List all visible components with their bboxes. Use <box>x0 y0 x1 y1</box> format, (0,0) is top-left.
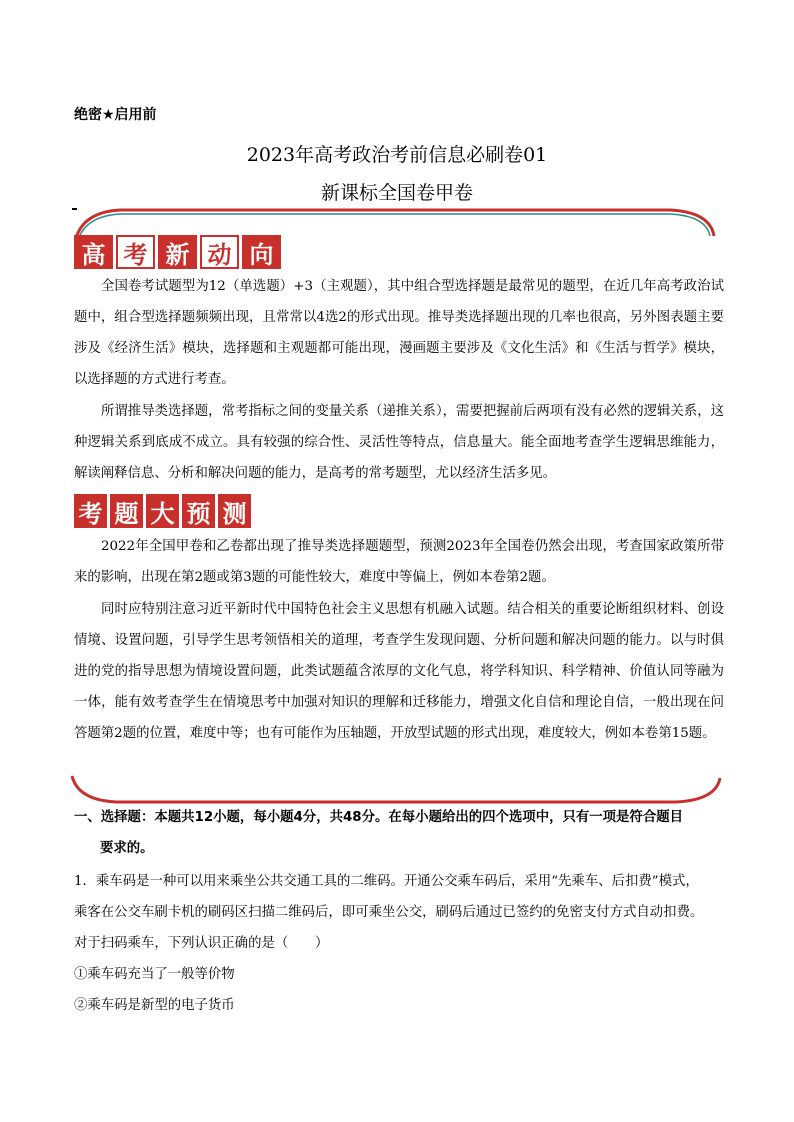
confidential-label: 绝密★启用前 <box>74 107 157 123</box>
badge-char: 新 <box>158 235 197 269</box>
trend-paragraph: 全国卷考试题型为12（单选题）+3（主观题），其中组合型选择题是最常见的题型，在近几年高考政治试题中，组合型选择题频频出现，且常常以4选2的形式出现。推导类选择题出现的几率也很高，另外图表题主要涉及《经济生活》模块，选择题和主观题都可能出现，漫画题主要涉及《文化生活》和《生活与哲学》模块，以选择题的方式进行考查。 <box>74 279 724 387</box>
badge-char: 高 <box>74 235 113 269</box>
paper-title: 2023年高考政治考前信息必刷卷01 <box>246 144 548 166</box>
question-stem: 对于扫码乘车，下列认识正确的是（ ） <box>74 936 329 951</box>
answer-option: ①乘车码充当了一般等价物 <box>74 967 235 982</box>
trend-paragraph: 所谓推导类选择题，常考指标之间的变量关系（递推关系），需要把握前后两项有没有必然的逻辑关系，这种逻辑关系到底成不成立。具有较强的综合性、灵活性等特点，信息量大。能全面地考查学生逻辑思维能力，解读阐释信息、分析和解决问题的能力，是高考的常考题型，尤以经济生活多见。 <box>74 404 724 481</box>
gaokao-new-trend-badge <box>74 235 281 269</box>
question-stem: 1．乘车码是一种可以用来乘坐公共交通工具的二维码。开通公交乘车码后，采用“先乘车、后扣费”模式， <box>74 874 699 889</box>
prediction-paragraph: 2022年全国甲卷和乙卷都出现了推导类选择题题型，预测2023年全国卷仍然会出现，考查国家政策所带来的影响，出现在第2题或第3题的可能性较大，难度中等偏上，例如本卷第2题。 <box>74 539 724 585</box>
badge-char: 题 <box>110 494 143 528</box>
paper-subtitle: 新课标全国卷甲卷 <box>320 182 473 204</box>
badge-char: 考 <box>74 494 107 528</box>
question-stem: 乘客在公交车刷卡机的刷码区扫描二维码后，即可乘坐公交，刷码后通过已签约的免密支付方式自动扣费。 <box>74 905 704 920</box>
prediction-paragraph: 同时应特别注意习近平新时代中国特色社会主义思想有机融入试题。结合相关的重要论断组织材料、创设情境、设置问题，引导学生思考领悟相关的道理，考查学生发现问题、分析问题和解决问题的能力。以与时俱进的党的指导思想为情境设置问题，此类试题蕴含浓厚的文化气息，将学科知识、科学精神、价值认同等融为一体，能有效考查学生在情境思考中加强对知识的理解和迁移能力，增强文化自信和理论自信，一般出现在问答题第2题的位置，难度中等；也有可能作为压轴题，开放型试题的形式出现，难度较大，例如本卷第15题。 <box>74 602 724 741</box>
section-heading: 一、选择题：本题共12小题，每小题4分，共48分。在每小题给出的四个选项中，只有一项是符合题目 <box>74 810 683 825</box>
badge-char: 考 <box>116 235 155 269</box>
badge-char: 测 <box>218 494 251 528</box>
badge-char: 预 <box>182 494 215 528</box>
exam-prediction-badge <box>74 494 251 528</box>
badge-char: 大 <box>146 494 179 528</box>
badge-char: 动 <box>200 235 239 269</box>
section-heading-cont: 要求的。 <box>100 841 154 856</box>
badge-char: 向 <box>242 235 281 269</box>
answer-option: ②乘车码是新型的电子货币 <box>74 998 235 1013</box>
